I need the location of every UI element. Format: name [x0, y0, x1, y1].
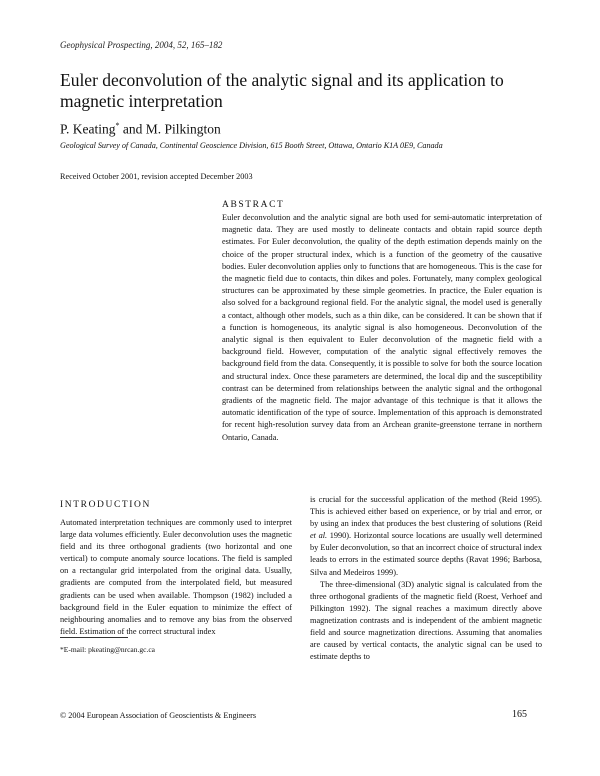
journal-citation: Geophysical Prospecting, 2004, 52, 165–182 [60, 40, 223, 50]
author-email-footnote: *E-mail: pkeating@nrcan.gc.ca [60, 645, 155, 654]
article-title: Euler deconvolution of the analytic signal and its application to magnetic interpretation [60, 70, 504, 111]
footnote-divider [60, 637, 128, 638]
page-number: 165 [512, 709, 527, 720]
author-secondary: and M. Pilkington [119, 121, 221, 137]
right-paragraph-2: The three-dimensional (3D) analytic signal is calculated from the three orthogonal gradients of the magnetic field (Roest, Verhoef and Pilkington 1992). The signal reaches a maximum directly above magnetization contrasts and is independent of the ambient magnetic field and source magnetization directions. Assuming that anomalies are caused by vertical contacts, the analytic signal can be used to estimate depths to [310, 579, 542, 662]
affiliation: Geological Survey of Canada, Continental Geoscience Division, 615 Booth Street, Ottawa, Ontario K1A 0E9, Canada [60, 141, 443, 150]
right-paragraph-1 [310, 494, 542, 579]
abstract-text: Euler deconvolution and the analytic signal are both used for semi-automatic interpretation of magnetic data. They are used mostly to delineate contacts and obtain rapid source depth estimates. For Euler deconvolution, the quality of the depth estimation depends mainly on the choice of the proper structural index, which is a function of the geometry of the causative bodies. Euler deconvolution applies only to functions that are homogeneous. This is the case for the magnetic field due to contacts, thin dikes and poles. Fortunately, many complex geological structures can be approximated by these simple geometries. In practice, the Euler equation is also solved for a background regional field. For the analytic signal, the model used is generally a contact, although other models, such as a thin dike, can be considered. It can be shown that if a function is homogeneous, its analytic signal is also homogeneous. Deconvolution of the analytic signal is then equivalent to Euler deconvolution of the magnetic field with a background field. However, computation of the analytic signal effectively removes the background field from the data. Consequently, it is possible to solve for both the source location and structural index. Once these parameters are determined, the local dip and the susceptibility contrast can be determined from relationships between the analytic signal and the orthogonal gradients of the magnetic field. The major advantage of this technique is that it allows the automatic identification of the type of source. Implementation of this approach is demonstrated for recent high-resolution survey data from an Archean granite-greenstone terrane in northern Ontario, Canada. [222, 213, 542, 442]
author-primary: P. Keating [60, 121, 116, 137]
introduction-left-column: Automated interpretation techniques are commonly used to interpret large data volumes efficiently. Euler deconvolution uses the magnetic field and its three orthogonal gradients (two horizontal and one vertical) to compute anomaly source locations. The field is sampled on a rectangular grid interpolated from the original data. Usually, gradients are computed from the interpolated field, but measured gradients can be used when available. Thompson (1982) included a background field in the Euler equation to minimize the effect of neighbouring anomalies and to remove any bias from the observed field. Estimation of the correct structural index [60, 518, 292, 636]
right-paragraph-1-part-a: is crucial for the successful application of the method (Reid 1995). This is achieved either based on experience, or by trial and error, or by using an index that produces the best clustering of solutions (Reid [310, 495, 542, 529]
abstract-heading: ABSTRACT [222, 200, 285, 210]
author-list [60, 121, 221, 138]
copyright-notice: © 2004 European Association of Geoscientists & Engineers [60, 711, 257, 720]
author-footnote-mark: * [115, 121, 120, 130]
introduction-heading: INTRODUCTION [60, 500, 151, 510]
introduction-right-column [310, 494, 542, 663]
right-paragraph-1-part-b: 1990). Horizontal source locations are usually well determined by Euler deconvolution, so that an incorrect choice of structural index leads to errors in the estimated source depths (Ravat 1996; Barbosa, Silva and Medeiros 1999). [310, 531, 543, 577]
received-date: Received October 2001, revision accepted December 2003 [60, 172, 253, 181]
et-al-italic: et al. [310, 531, 328, 541]
